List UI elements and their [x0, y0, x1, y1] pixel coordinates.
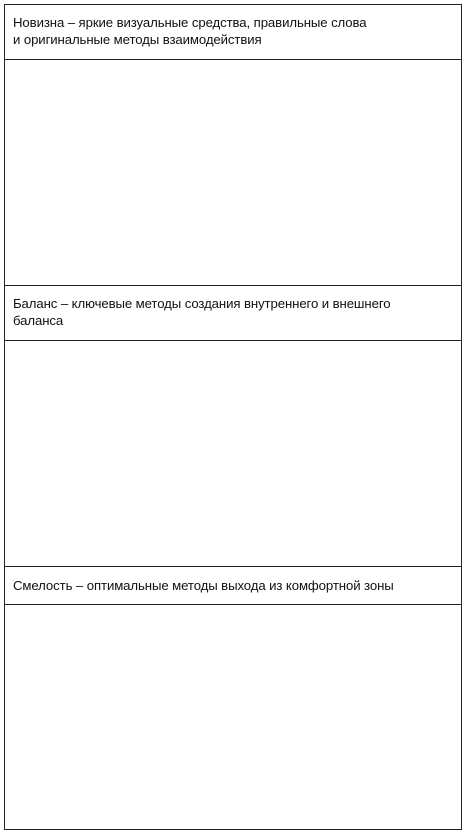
- section-header-line: и оригинальные методы взаимодействия: [13, 32, 262, 47]
- worksheet-table: [4, 4, 462, 830]
- section-courage: [5, 567, 461, 829]
- section-answer-area-courage[interactable]: [5, 605, 461, 829]
- section-balance: [5, 286, 461, 567]
- section-answer-area-novelty[interactable]: [5, 60, 461, 286]
- section-header-line: баланса: [13, 313, 64, 328]
- section-header-courage: [5, 567, 461, 605]
- section-header-line: Смелость – оптимальные методы выхода из комфортной зоны: [13, 578, 394, 593]
- section-answer-area-balance[interactable]: [5, 341, 461, 567]
- section-header-line: Новизна – яркие визуальные средства, правильные слова: [13, 15, 367, 30]
- section-header-novelty: [5, 5, 461, 60]
- section-header-balance: [5, 286, 461, 341]
- section-novelty: [5, 5, 461, 286]
- section-header-line: Баланс – ключевые методы создания внутреннего и внешнего: [13, 296, 391, 311]
